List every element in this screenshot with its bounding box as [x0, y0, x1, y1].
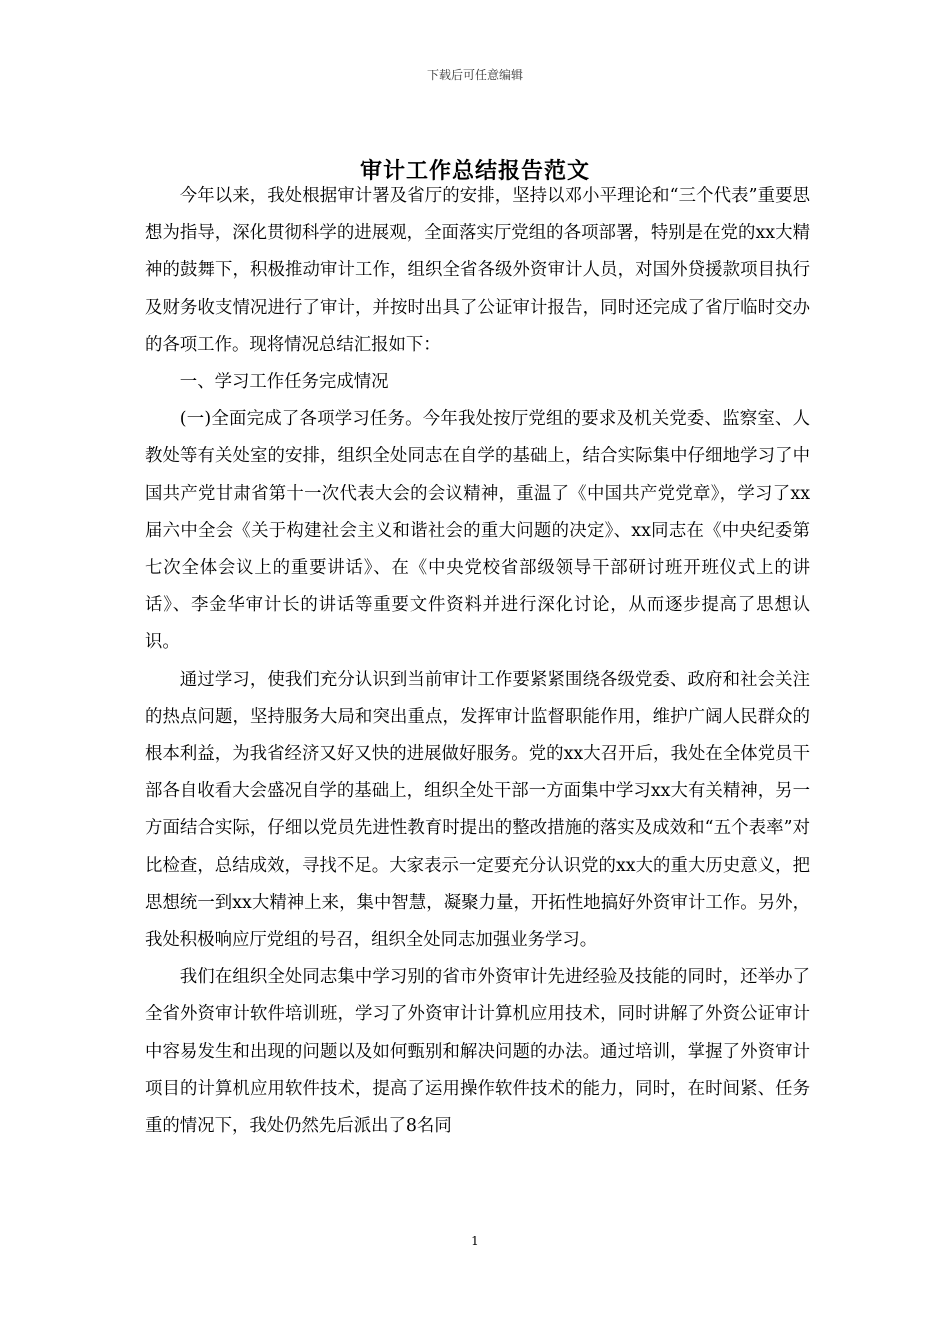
document-title: 审计工作总结报告范文	[359, 158, 590, 184]
paragraph-training: 我们在组织全处同志集中学习别的省市外资审计先进经验及技能的同时，还举办了全省外资审计软件培训班，学习了外资审计计算机应用技术，同时讲解了外资公证审计中容易发生和出现的问题以及如何甄别和解决问题的办法。通过培训，掌握了外资审计项目的计算机应用软件技术，提高了运用操作软件技术的能力，同时，在时间紧、任务重的情况下，我处仍然先后派出了8名同	[145, 967, 810, 1137]
section-heading-1: 一、学习工作任务完成情况	[179, 372, 389, 393]
paragraph-intro: 今年以来，我处根据审计署及省厅的安排，坚持以邓小平理论和“三个代表”重要思想为指导，深化贯彻科学的进展观，全面落实厅党组的各项部署，特别是在党的xx大精神的鼓舞下，积极推动审计工作，组织全省各级外资审计人员，对国外贷援款项目执行及财务收支情况进行了审计，并按时出具了公证审计报告，同时还完成了省厅临时交办的各项工作。现将情况总结汇报如下：	[145, 186, 810, 355]
header-note: 下载后可任意编辑	[426, 68, 523, 82]
page-number: 1	[471, 1234, 479, 1248]
document-body	[145, 178, 810, 1145]
paragraph-study-tasks: (一)全面完成了各项学习任务。今年我处按厅党组的要求及机关党委、监察室、人教处等有关处室的安排，组织全处同志在自学的基础上，结合实际集中仔细地学习了中国共产党甘肃省第十一次代表大会的会议精神，重温了《中国共产党党章》，学习了xx届六中全会《关于构建社会主义和谐社会的重大问题的决定》、xx同志在《中央纪委第七次全体会议上的重要讲话》、在《中央党校省部级领导干部研讨班开班仪式上的讲话》、李金华审计长的讲话等重要文件资料并进行深化讨论，从而逐步提高了思想认识。	[145, 409, 810, 653]
paragraph-study-outcome: 通过学习，使我们充分认识到当前审计工作要紧紧围绕各级党委、政府和社会关注的热点问题，坚持服务大局和突出重点，发挥审计监督职能作用，维护广阔人民群众的根本利益，为我省经济又好又快的进展做好服务。党的xx大召开后，我处在全体党员干部各自收看大会盛况自学的基础上，组织全处干部一方面集中学习xx大有关精神，另一方面结合实际，仔细以党员先进性教育时提出的整改措施的落实及成效和“五个表率”对比检查，总结成效，寻找不足。大家表示一定要充分认识党的xx大的重大历史意义，把思想统一到xx大精神上来，集中智慧，凝聚力量，开拓性地搞好外资审计工作。另外，我处积极响应厅党组的号召，组织全处同志加强业务学习。	[145, 669, 810, 951]
